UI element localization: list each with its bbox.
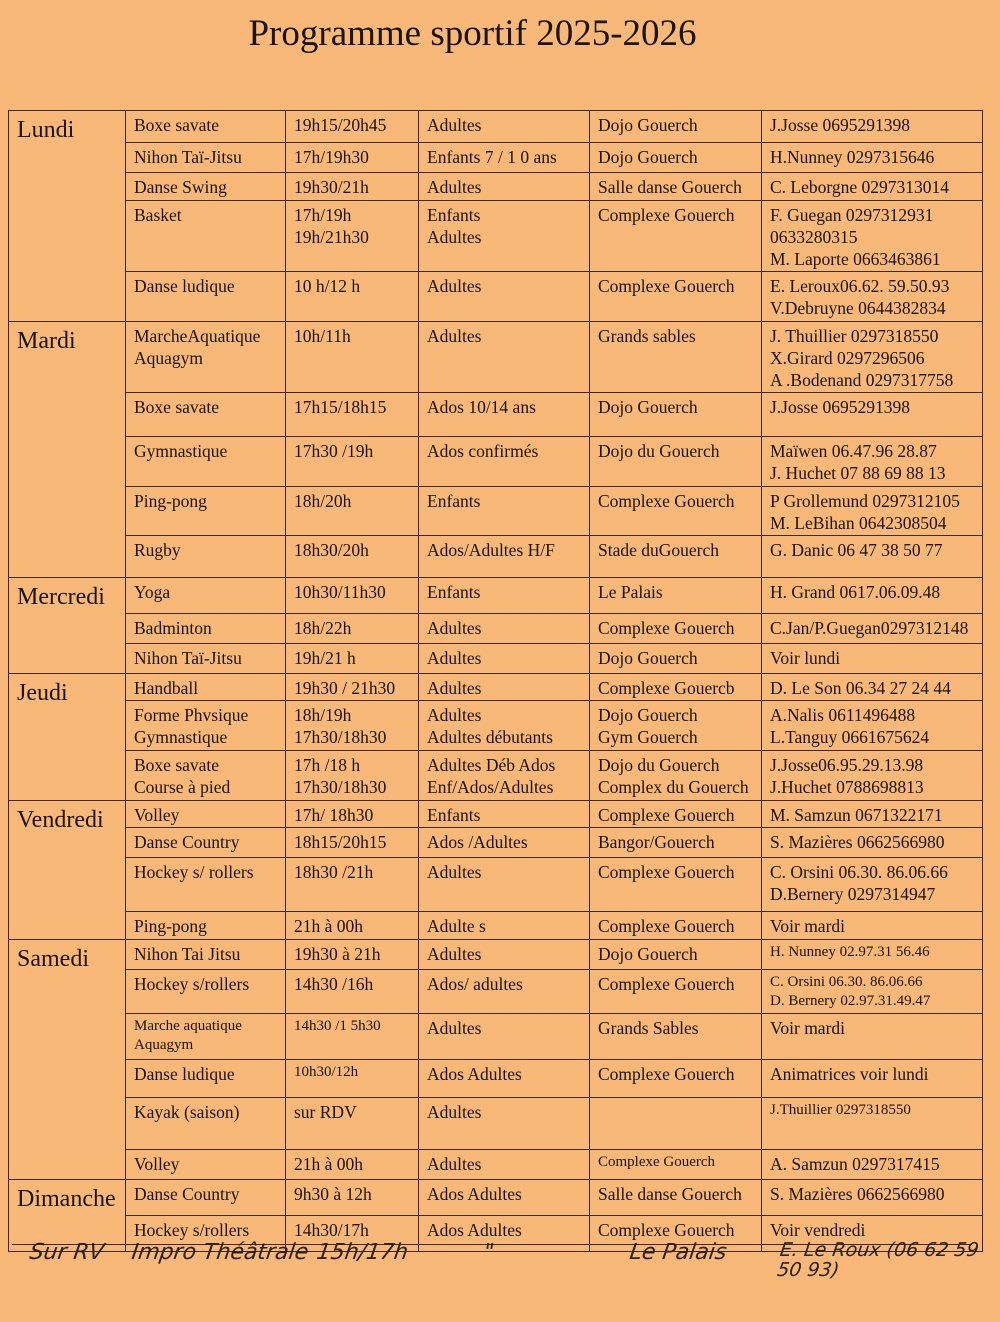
table-row (9, 487, 983, 536)
place-cell: Complexe Gouerch (590, 858, 762, 912)
table-row (9, 437, 983, 487)
activity-cell: Rugby (126, 536, 286, 578)
contact-cell: S. Mazières 0662566980 (762, 828, 983, 858)
public-cell: Adultes (419, 1014, 590, 1060)
contact-cell: A. Samzun 0297317415 (762, 1150, 983, 1180)
activity-cell: Kayak (saison) (126, 1098, 286, 1150)
place-cell: Dojo du Gouerch (590, 437, 762, 487)
time-cell: 17h30 /19h (286, 437, 419, 487)
place-cell: Bangor/Gouerch (590, 828, 762, 858)
day-label: Mercredi (9, 578, 126, 674)
contact-cell: G. Danic 06 47 38 50 77 (762, 536, 983, 578)
table-row (9, 674, 983, 701)
contact-cell: Voir mardi (762, 912, 983, 940)
activity-cell: Handball (126, 674, 286, 701)
place-cell: Dojo du Gouerch Complex du Gouerch (590, 751, 762, 801)
activity-cell: Danse Swing (126, 173, 286, 201)
time-cell: 19h30 / 21h30 (286, 674, 419, 701)
time-cell: sur RDV (286, 1098, 419, 1150)
activity-cell: Badminton (126, 614, 286, 644)
activity-cell: Basket (126, 201, 286, 272)
contact-cell: C.Jan/P.Guegan0297312148 (762, 614, 983, 644)
activity-cell: Boxe savate Course à pied (126, 751, 286, 801)
time-cell: 10 h/12 h (286, 272, 419, 322)
time-cell: 21h à 00h (286, 1150, 419, 1180)
activity-cell: Boxe savate (126, 111, 286, 143)
activity-cell: Boxe savate (126, 393, 286, 437)
contact-cell: C. Orsini 06.30. 86.06.66 D.Bernery 0297314947 (762, 858, 983, 912)
contact-cell: J.Josse06.95.29.13.98 J.Huchet 0788698813 (762, 751, 983, 801)
contact-cell: J.Josse 0695291398 (762, 393, 983, 437)
activity-cell: Forme Phvsique Gymnastique (126, 701, 286, 751)
public-cell: Ados/Adultes H/F (419, 536, 590, 578)
table-row (9, 751, 983, 801)
time-cell: 19h30 à 21h (286, 940, 419, 970)
contact-cell: F. Guegan 0297312931 0633280315 M. Laporte 0663463861 (762, 201, 983, 272)
handwritten-time: 15h/17h (315, 1240, 410, 1265)
place-cell: Complexe Gouerch (590, 614, 762, 644)
place-cell: Complexe Gouerch (590, 272, 762, 322)
contact-cell: H. Grand 0617.06.09.48 (762, 578, 983, 614)
day-label: Samedi (9, 940, 126, 1180)
public-cell: Adultes (419, 858, 590, 912)
table-row (9, 111, 983, 143)
time-cell: 19h15/20h45 (286, 111, 419, 143)
table-row (9, 1060, 983, 1098)
table-row (9, 143, 983, 173)
time-cell: 9h30 à 12h (286, 1180, 419, 1216)
contact-cell: A.Nalis 0611496488 L.Tanguy 0661675624 (762, 701, 983, 751)
handwritten-place: Le Palais (628, 1240, 729, 1265)
public-cell: Enfants (419, 487, 590, 536)
public-cell: Ados 10/14 ans (419, 393, 590, 437)
public-cell: Enfants Adultes (419, 201, 590, 272)
place-cell: Complexe Gouerch (590, 201, 762, 272)
public-cell: Ados/ adultes (419, 970, 590, 1014)
contact-cell: C. Leborgne 0297313014 (762, 173, 983, 201)
contact-cell: Maïwen 06.47.96 28.87 J. Huchet 07 88 69 88 13 (762, 437, 983, 487)
time-cell: 19h30/21h (286, 173, 419, 201)
table-row (9, 828, 983, 858)
table-row (9, 701, 983, 751)
place-cell: Stade duGouerch (590, 536, 762, 578)
activity-cell: Hockey s/rollers (126, 970, 286, 1014)
public-cell: Ados /Adultes (419, 828, 590, 858)
contact-cell: J.Josse 0695291398 (762, 111, 983, 143)
handwritten-day: Sur RV (28, 1240, 106, 1265)
activity-cell: Marche aquatique Aquagym (126, 1014, 286, 1060)
public-cell: Adultes (419, 614, 590, 644)
place-cell: Complexe Gouerch (590, 801, 762, 828)
time-cell: 14h30 /1 5h30 (286, 1014, 419, 1060)
handwritten-activity: Impro Théâtrale (130, 1240, 311, 1265)
day-label: Mardi (9, 322, 126, 578)
contact-cell: H.Nunney 0297315646 (762, 143, 983, 173)
activity-cell: MarcheAquatique Aquagym (126, 322, 286, 393)
activity-cell: Danse ludique (126, 272, 286, 322)
contact-cell: Voir mardi (762, 1014, 983, 1060)
time-cell: 14h30 /16h (286, 970, 419, 1014)
public-cell: Adultes (419, 1150, 590, 1180)
place-cell: Salle danse Gouerch (590, 173, 762, 201)
page-title: Programme sportif 2025-2026 (248, 13, 697, 54)
activity-cell: Gymnastique (126, 437, 286, 487)
public-cell: Adultes (419, 940, 590, 970)
table-row (9, 1150, 983, 1180)
table-row (9, 536, 983, 578)
table-row (9, 578, 983, 614)
contact-cell: D. Le Son 06.34 27 24 44 (762, 674, 983, 701)
activity-cell: Danse ludique (126, 1060, 286, 1098)
table-row (9, 1098, 983, 1150)
handwritten-public: " (482, 1240, 496, 1265)
activity-cell: Nihon Taï-Jitsu (126, 644, 286, 674)
public-cell: Enfants (419, 801, 590, 828)
day-label: Vendredi (9, 801, 126, 940)
time-cell: 10h30/11h30 (286, 578, 419, 614)
activity-cell: Ping-pong (126, 487, 286, 536)
activity-cell: Hockey s/rollers (126, 1216, 286, 1252)
place-cell: Salle danse Gouerch (590, 1180, 762, 1216)
table-row (9, 272, 983, 322)
time-cell: 17h/19h30 (286, 143, 419, 173)
time-cell: 18h/19h 17h30/18h30 (286, 701, 419, 751)
place-cell: Complexe Gouercb (590, 674, 762, 701)
time-cell: 18h15/20h15 (286, 828, 419, 858)
table-row (9, 1014, 983, 1060)
time-cell: 21h à 00h (286, 912, 419, 940)
contact-cell: E. Leroux06.62. 59.50.93 V.Debruyne 0644382834 (762, 272, 983, 322)
place-cell: Dojo Gouerch (590, 393, 762, 437)
activity-cell: Volley (126, 1150, 286, 1180)
day-label: Dimanche (9, 1180, 126, 1252)
place-cell: Complexe Gouerch (590, 970, 762, 1014)
place-cell: Grands Sables (590, 1014, 762, 1060)
time-cell: 10h30/12h (286, 1060, 419, 1098)
activity-cell: Hockey s/ rollers (126, 858, 286, 912)
time-cell: 18h30/20h (286, 536, 419, 578)
activity-cell: Danse Country (126, 1180, 286, 1216)
public-cell: Adultes (419, 111, 590, 143)
activity-cell: Volley (126, 801, 286, 828)
place-cell: Dojo Gouerch Gym Gouerch (590, 701, 762, 751)
contact-cell: Voir lundi (762, 644, 983, 674)
public-cell: Adultes (419, 1098, 590, 1150)
place-cell: Dojo Gouerch (590, 143, 762, 173)
public-cell: Adulte s (419, 912, 590, 940)
time-cell: 18h/22h (286, 614, 419, 644)
table-row (9, 173, 983, 201)
contact-cell: Animatrices voir lundi (762, 1060, 983, 1098)
public-cell: Enfants 7 / 1 0 ans (419, 143, 590, 173)
activity-cell: Yoga (126, 578, 286, 614)
handwritten-contact: E. Le Roux (06 62 59 50 93) (775, 1239, 981, 1281)
day-label: Jeudi (9, 674, 126, 801)
contact-cell: J.Thuillier 0297318550 (762, 1098, 983, 1150)
activity-cell: Nihon Tai Jitsu (126, 940, 286, 970)
time-cell: 14h30/17h (286, 1216, 419, 1252)
contact-cell: S. Mazières 0662566980 (762, 1180, 983, 1216)
time-cell: 18h30 /21h (286, 858, 419, 912)
table-row (9, 201, 983, 272)
public-cell: Adultes (419, 322, 590, 393)
table-row (9, 940, 983, 970)
place-cell: Complexe Gouerch (590, 912, 762, 940)
public-cell: Adultes (419, 674, 590, 701)
place-cell: Grands sables (590, 322, 762, 393)
contact-cell: H. Nunney 02.97.31 56.46 (762, 940, 983, 970)
place-cell: Dojo Gouerch (590, 111, 762, 143)
place-cell: Dojo Gouerch (590, 644, 762, 674)
activity-cell: Danse Country (126, 828, 286, 858)
place-cell: Complexe Gouerch (590, 487, 762, 536)
time-cell: 18h/20h (286, 487, 419, 536)
table-row (9, 970, 983, 1014)
public-cell: Adultes (419, 644, 590, 674)
time-cell: 10h/11h (286, 322, 419, 393)
table-row (9, 393, 983, 437)
table-row (9, 614, 983, 644)
public-cell: Adultes Déb Ados Enf/Ados/Adultes (419, 751, 590, 801)
time-cell: 17h/19h 19h/21h30 (286, 201, 419, 272)
place-cell: Dojo Gouerch (590, 940, 762, 970)
table-row (9, 858, 983, 912)
public-cell: Ados Adultes (419, 1216, 590, 1252)
public-cell: Enfants (419, 578, 590, 614)
public-cell: Ados Adultes (419, 1060, 590, 1098)
place-cell (590, 1098, 762, 1150)
time-cell: 17h/ 18h30 (286, 801, 419, 828)
place-cell: Complexe Gouerch (590, 1216, 762, 1252)
public-cell: Adultes Adultes débutants (419, 701, 590, 751)
public-cell: Adultes (419, 173, 590, 201)
public-cell: Ados confirmés (419, 437, 590, 487)
table-row (9, 322, 983, 393)
place-cell: Complexe Gouerch (590, 1150, 762, 1180)
contact-cell: C. Orsini 06.30. 86.06.66 D. Bernery 02.97.31.49.47 (762, 970, 983, 1014)
activity-cell: Ping-pong (126, 912, 286, 940)
public-cell: Adultes (419, 272, 590, 322)
table-row (9, 1180, 983, 1216)
contact-cell: P Grollemund 0297312105 M. LeBihan 0642308504 (762, 487, 983, 536)
contact-cell: J. Thuillier 0297318550 X.Girard 0297296506 A .Bodenand 0297317758 (762, 322, 983, 393)
activity-cell: Nihon Taï-Jitsu (126, 143, 286, 173)
time-cell: 17h /18 h 17h30/18h30 (286, 751, 419, 801)
public-cell: Ados Adultes (419, 1180, 590, 1216)
place-cell: Complexe Gouerch (590, 1060, 762, 1098)
table-row (9, 644, 983, 674)
place-cell: Le Palais (590, 578, 762, 614)
contact-cell: M. Samzun 0671322171 (762, 801, 983, 828)
table-row (9, 801, 983, 828)
contact-cell: Voir vendredi (762, 1216, 983, 1252)
day-label: Lundi (9, 111, 126, 322)
time-cell: 17h15/18h15 (286, 393, 419, 437)
time-cell: 19h/21 h (286, 644, 419, 674)
schedule-table (8, 110, 983, 1252)
table-row (9, 912, 983, 940)
